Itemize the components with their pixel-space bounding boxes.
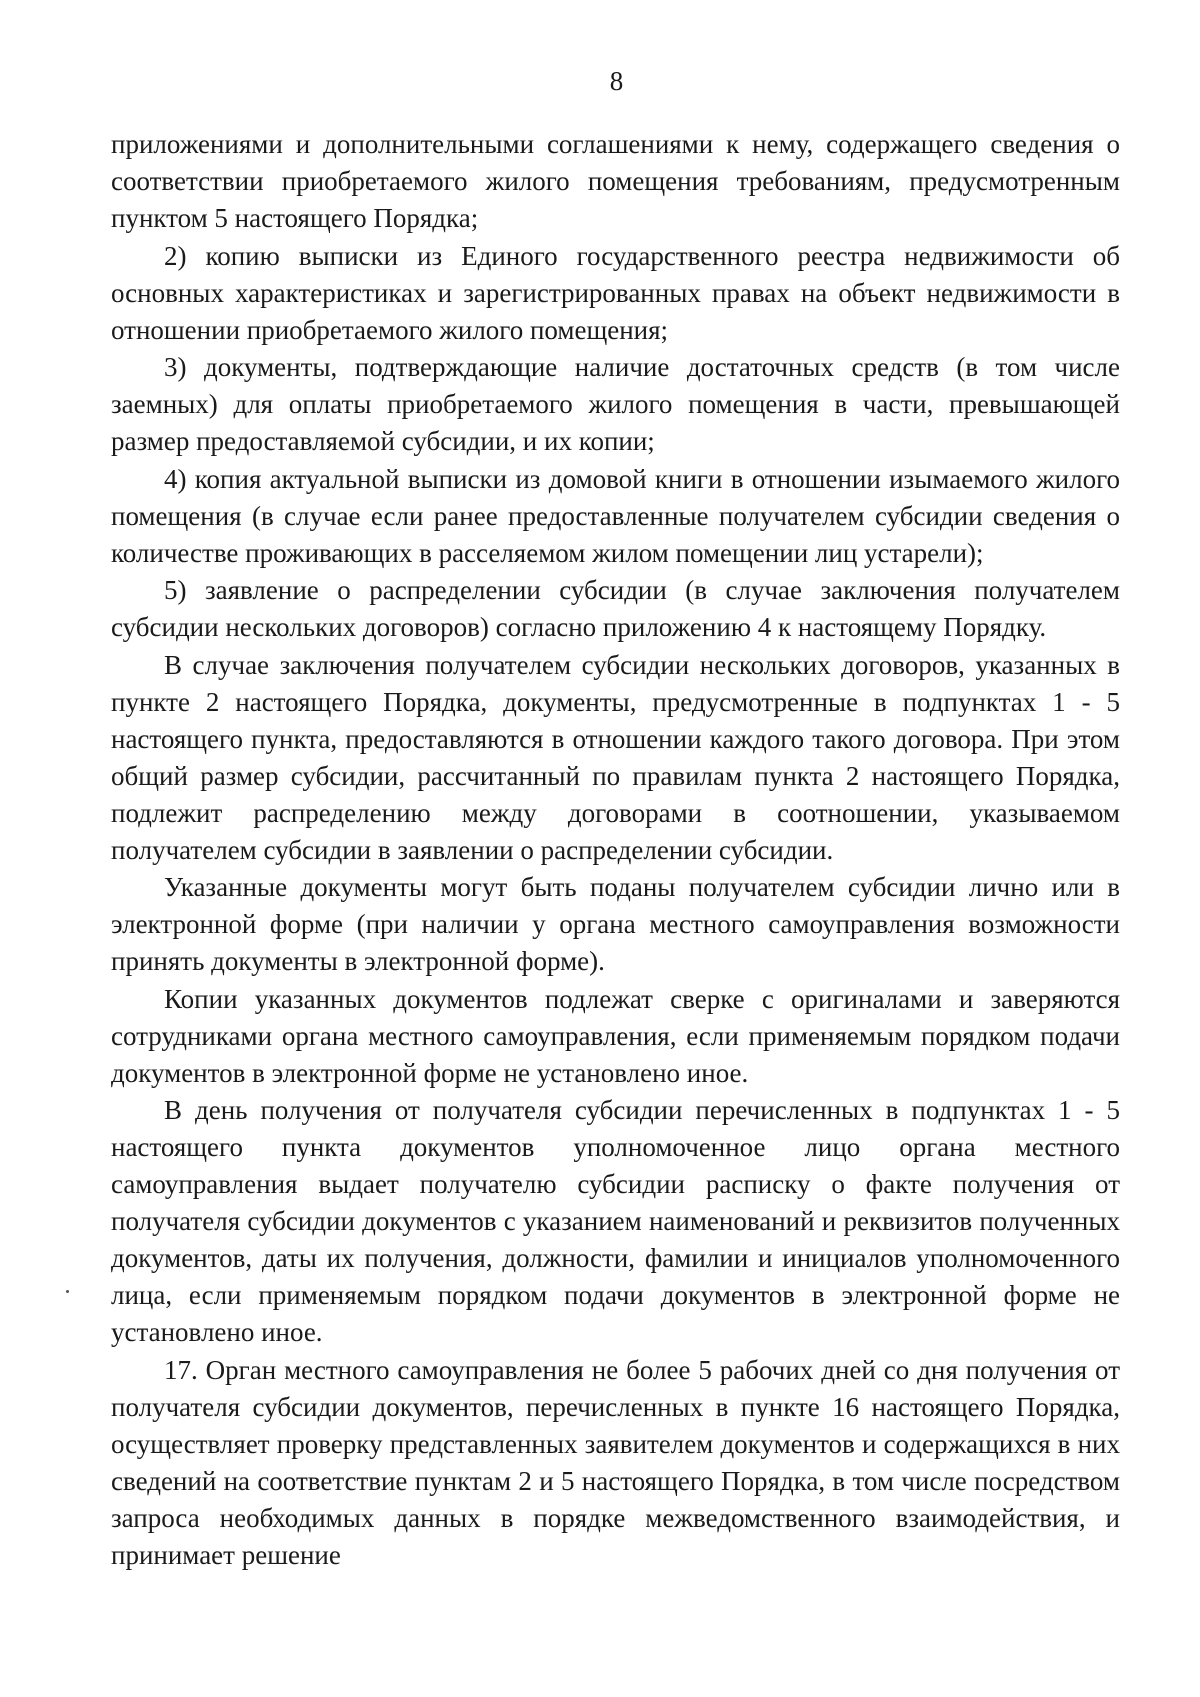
document-body	[111, 126, 1120, 1574]
scan-speck	[66, 1290, 69, 1293]
paragraph-section-17: 17. Орган местного самоуправления не более 5 рабочих дней со дня получения от получателя субсидии документов, перечисленных в пункте 16 настоящего Порядка, осуществляет проверку представленных заявителем документов и содержащихся в них сведений на соответствие пунктам 2 и 5 настоящего Порядка, в том числе посредством запроса необходимых данных в порядке межведомственного взаимодействия, и принимает решение	[111, 1354, 1120, 1570]
paragraph-receipt: В день получения от получателя субсидии перечисленных в подпунктах 1 - 5 настоящего пункта документов уполномоченное лицо органа местного самоуправления выдает получателю субсидии расписку о факте получения от получателя субсидии документов с указанием наименований и реквизитов полученных документов, даты их получения, должности, фамилии и инициалов уполномоченного лица, если применяемым порядком подачи документов в электронной форме не установлено иное.	[111, 1095, 1120, 1347]
paragraph-item-4: 4) копия актуальной выписки из домовой книги в отношении изымаемого жилого помещения (в случае если ранее предоставленные получателем субсидии сведения о количестве проживающих в расселяемом жилом помещении лиц устарели);	[111, 463, 1120, 568]
paragraph-submission-method: Указанные документы могут быть поданы получателем субсидии лично или в электронной форме (при наличии у органа местного самоуправления возможности принять документы в электронной форме).	[111, 872, 1120, 976]
paragraph-item-5: 5) заявление о распределении субсидии (в случае заключения получателем субсидии нескольких договоров) согласно приложению 4 к настоящему Порядку.	[111, 575, 1120, 642]
paragraph-continuation: приложениями и дополнительными соглашениями к нему, содержащего сведения о соответствии приобретаемого жилого помещения требованиям, предусмотренным пунктом 5 настоящего Порядка;	[111, 129, 1120, 233]
paragraph-multiple-contracts: В случае заключения получателем субсидии нескольких договоров, указанных в пункте 2 настоящего Порядка, документы, предусмотренные в подпунктах 1 - 5 настоящего пункта, предоставляются в отношении каждого такого договора. При этом общий размер субсидии, рассчитанный по правилам пункта 2 настоящего Порядка, подлежит распределению между договорами в соотношении, указываемом получателем субсидии в заявлении о распределении субсидии.	[111, 649, 1120, 865]
paragraph-item-3: 3) документы, подтверждающие наличие достаточных средств (в том числе заемных) для оплаты приобретаемого жилого помещения в части, превышающей размер предоставляемой субсидии, и их копии;	[111, 352, 1120, 456]
paragraph-copies-verification: Копии указанных документов подлежат сверке с оригиналами и заверяются сотрудниками органа местного самоуправления, если применяемым порядком подачи документов в электронной форме не установлено иное.	[111, 983, 1120, 1088]
paragraph-item-2: 2) копию выписки из Единого государственного реестра недвижимости об основных характеристиках и зарегистрированных правах на объект недвижимости в отношении приобретаемого жилого помещения;	[111, 240, 1120, 345]
page-number: 8	[609, 66, 624, 96]
